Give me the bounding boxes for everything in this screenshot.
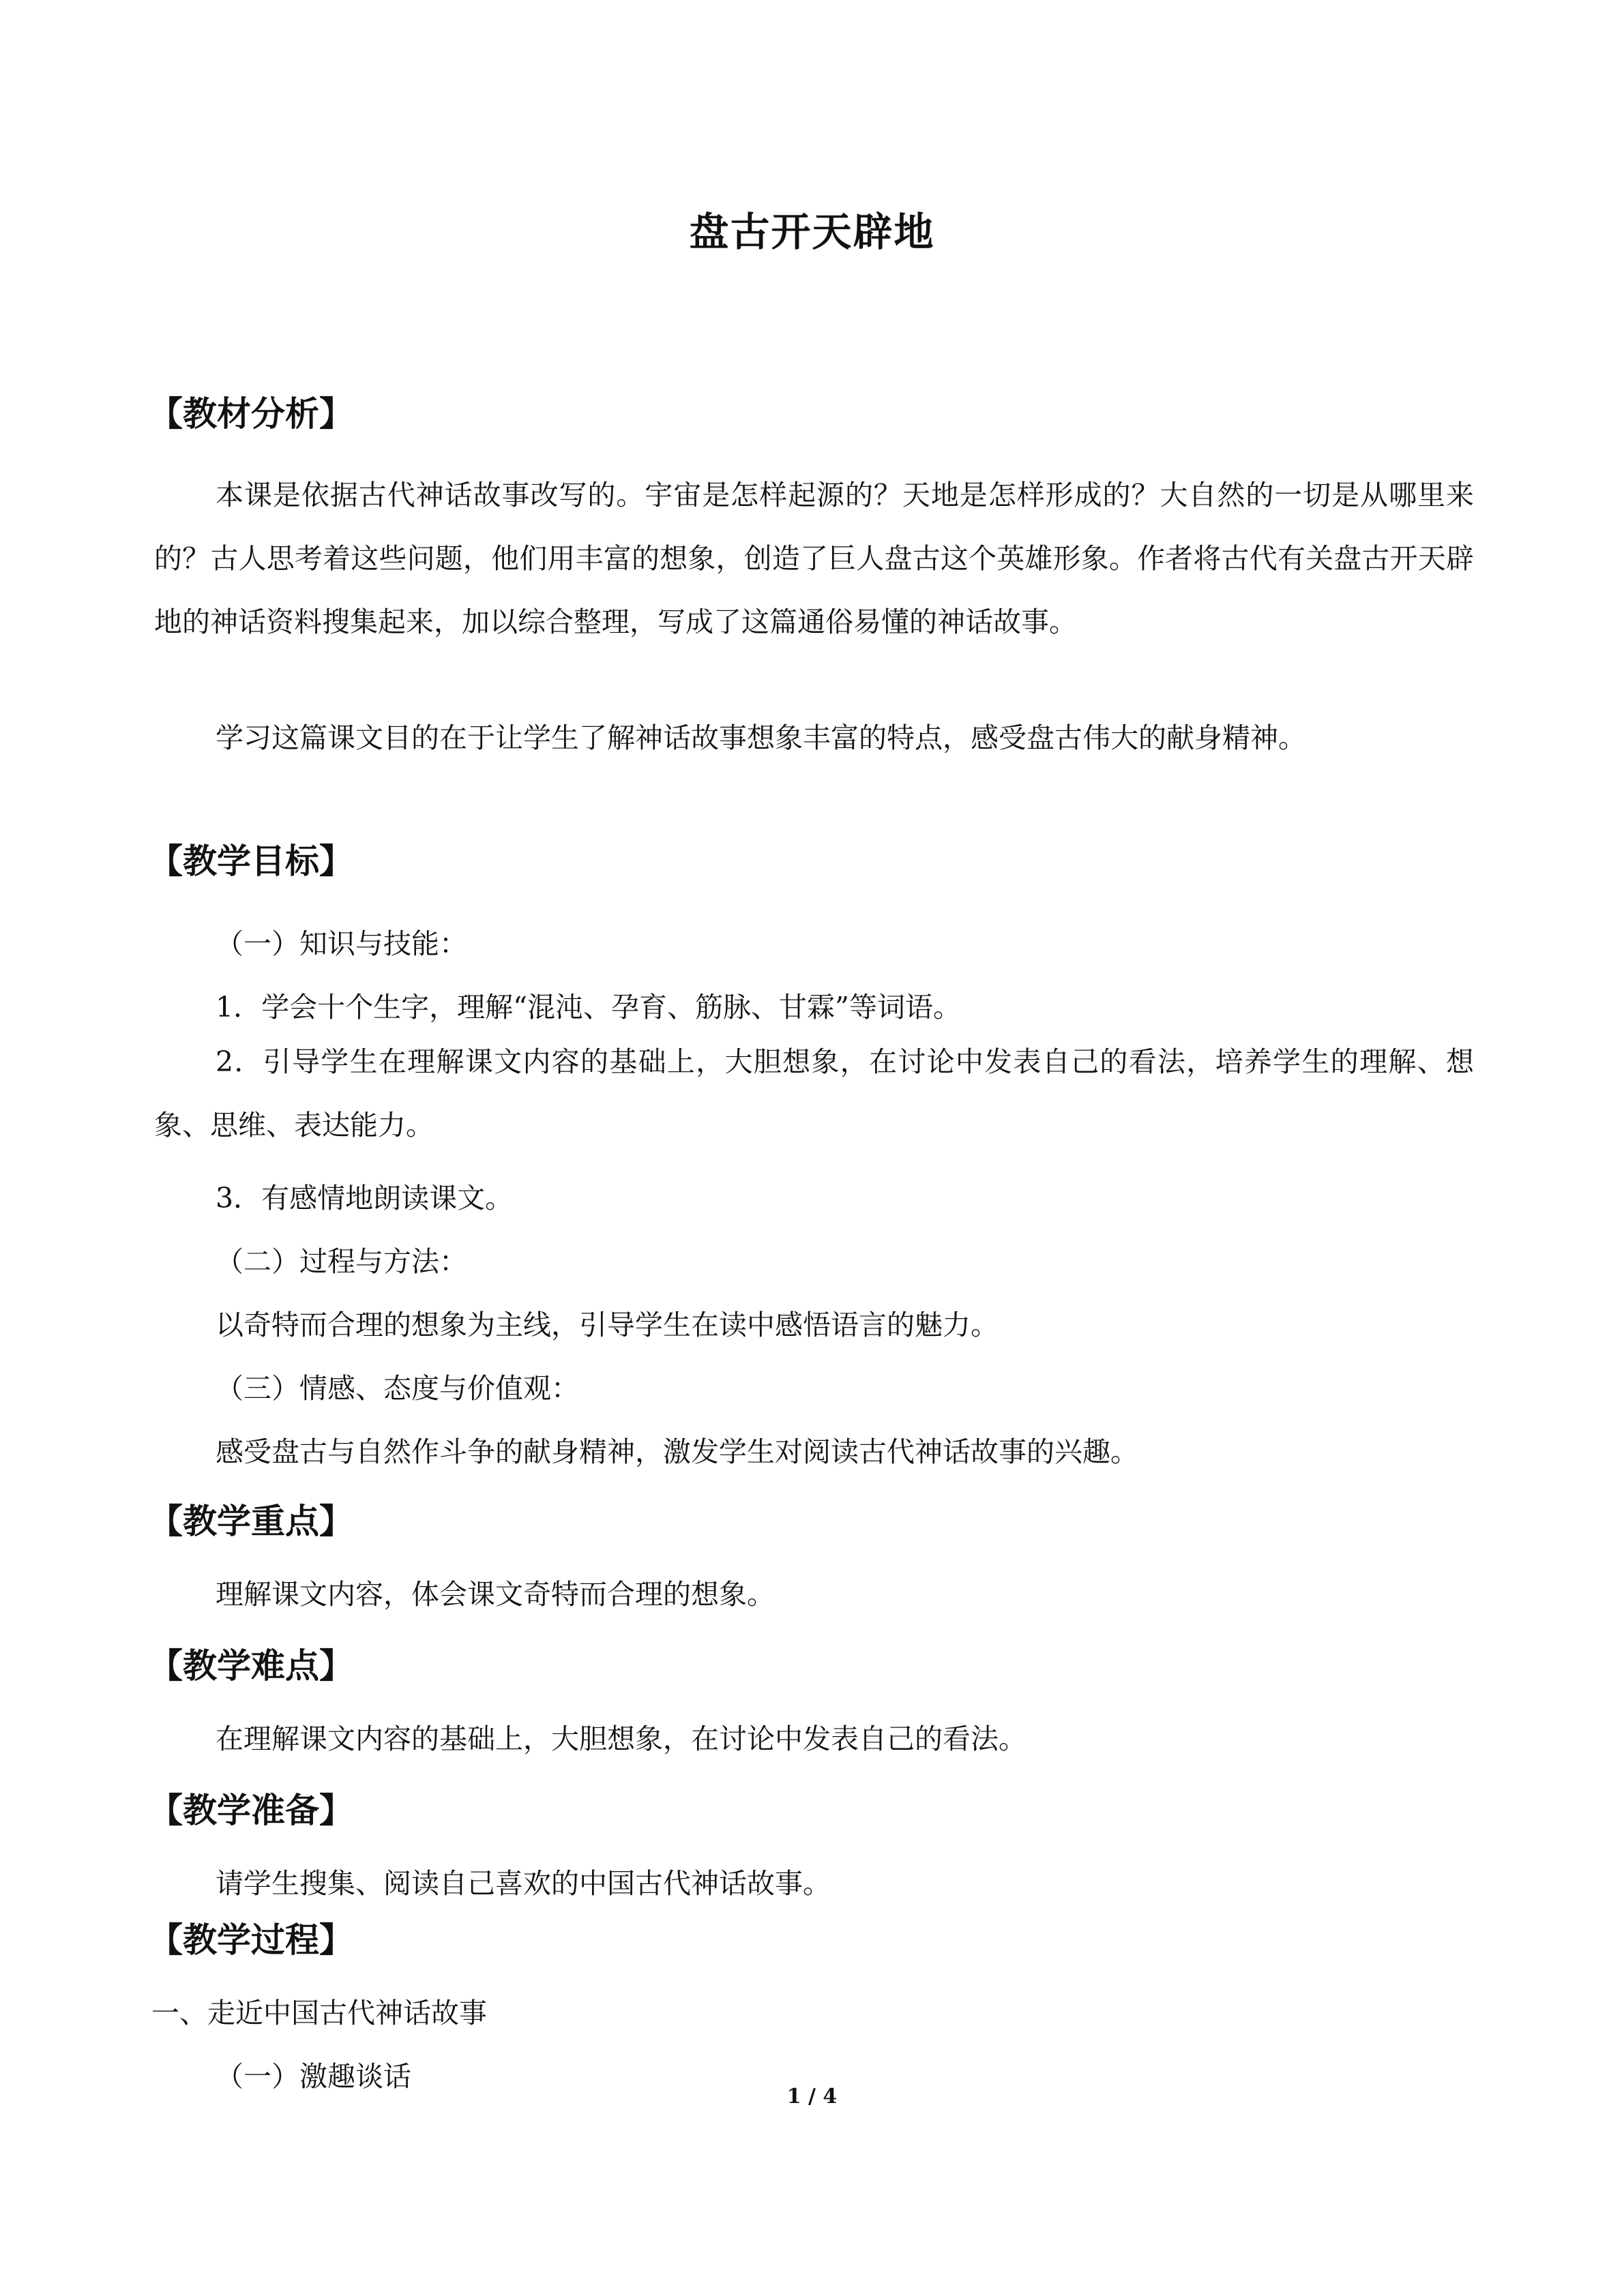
process-step-1-sub: （一）激趣谈话: [216, 2060, 411, 2093]
preparation-text: 请学生搜集、阅读自己喜欢的中国古代神话故事。: [216, 1867, 831, 1900]
objectives-process-text: 以奇特而合理的想象为主线，引导学生在读中感悟语言的魅力。: [216, 1309, 999, 1341]
page-number: 1 / 4: [786, 2085, 838, 2108]
process-step-1: 一、走近中国古代神话故事: [151, 1997, 487, 2029]
objectives-values-text: 感受盘古与自然作斗争的献身精神，激发学生对阅读古代神话故事的兴趣。: [216, 1435, 1138, 1468]
objectives-item-1: 1．学会十个生字，理解“混沌、孕育、筋脉、甘霖”等词语。: [216, 991, 962, 1024]
section-heading-analysis: 【教材分析】: [149, 394, 353, 434]
section-heading-objectives: 【教学目标】: [149, 841, 353, 881]
page-title: 盘古开天辟地: [689, 209, 935, 255]
section-heading-difficulties: 【教学难点】: [149, 1646, 353, 1686]
objectives-subheading-knowledge: （一）知识与技能：: [216, 927, 467, 960]
analysis-paragraph-2: 学习这篇课文目的在于让学生了解神话故事想象丰富的特点，感受盘古伟大的献身精神。: [216, 721, 1306, 754]
objectives-item-3: 3．有感情地朗读课文。: [216, 1182, 514, 1214]
analysis-paragraph-1: 本课是依据古代神话故事改写的。宇宙是怎样起源的？天地是怎样形成的？大自然的一切是从哪里来的？古人思考着这些问题，他们用丰富的想象，创造了巨人盘古这个英雄形象。作者将古代有关盘古开天辟地的神话资料搜集起来，加以综合整理，写成了这篇通俗易懂的神话故事。: [154, 479, 1474, 638]
objectives-subheading-values: （三）情感、态度与价值观：: [216, 1372, 579, 1405]
objectives-subheading-process: （二）过程与方法：: [216, 1245, 467, 1278]
section-heading-process: 【教学过程】: [149, 1920, 353, 1960]
objectives-item-2: 2．引导学生在理解课文内容的基础上，大胆想象，在讨论中发表自己的看法，培养学生的理解、想象、思维、表达能力。: [154, 1045, 1474, 1142]
difficulties-text: 在理解课文内容的基础上，大胆想象，在讨论中发表自己的看法。: [216, 1723, 1027, 1755]
section-heading-preparation: 【教学准备】: [149, 1791, 353, 1830]
section-heading-key-points: 【教学重点】: [149, 1502, 353, 1541]
key-points-text: 理解课文内容，体会课文奇特而合理的想象。: [216, 1578, 775, 1611]
